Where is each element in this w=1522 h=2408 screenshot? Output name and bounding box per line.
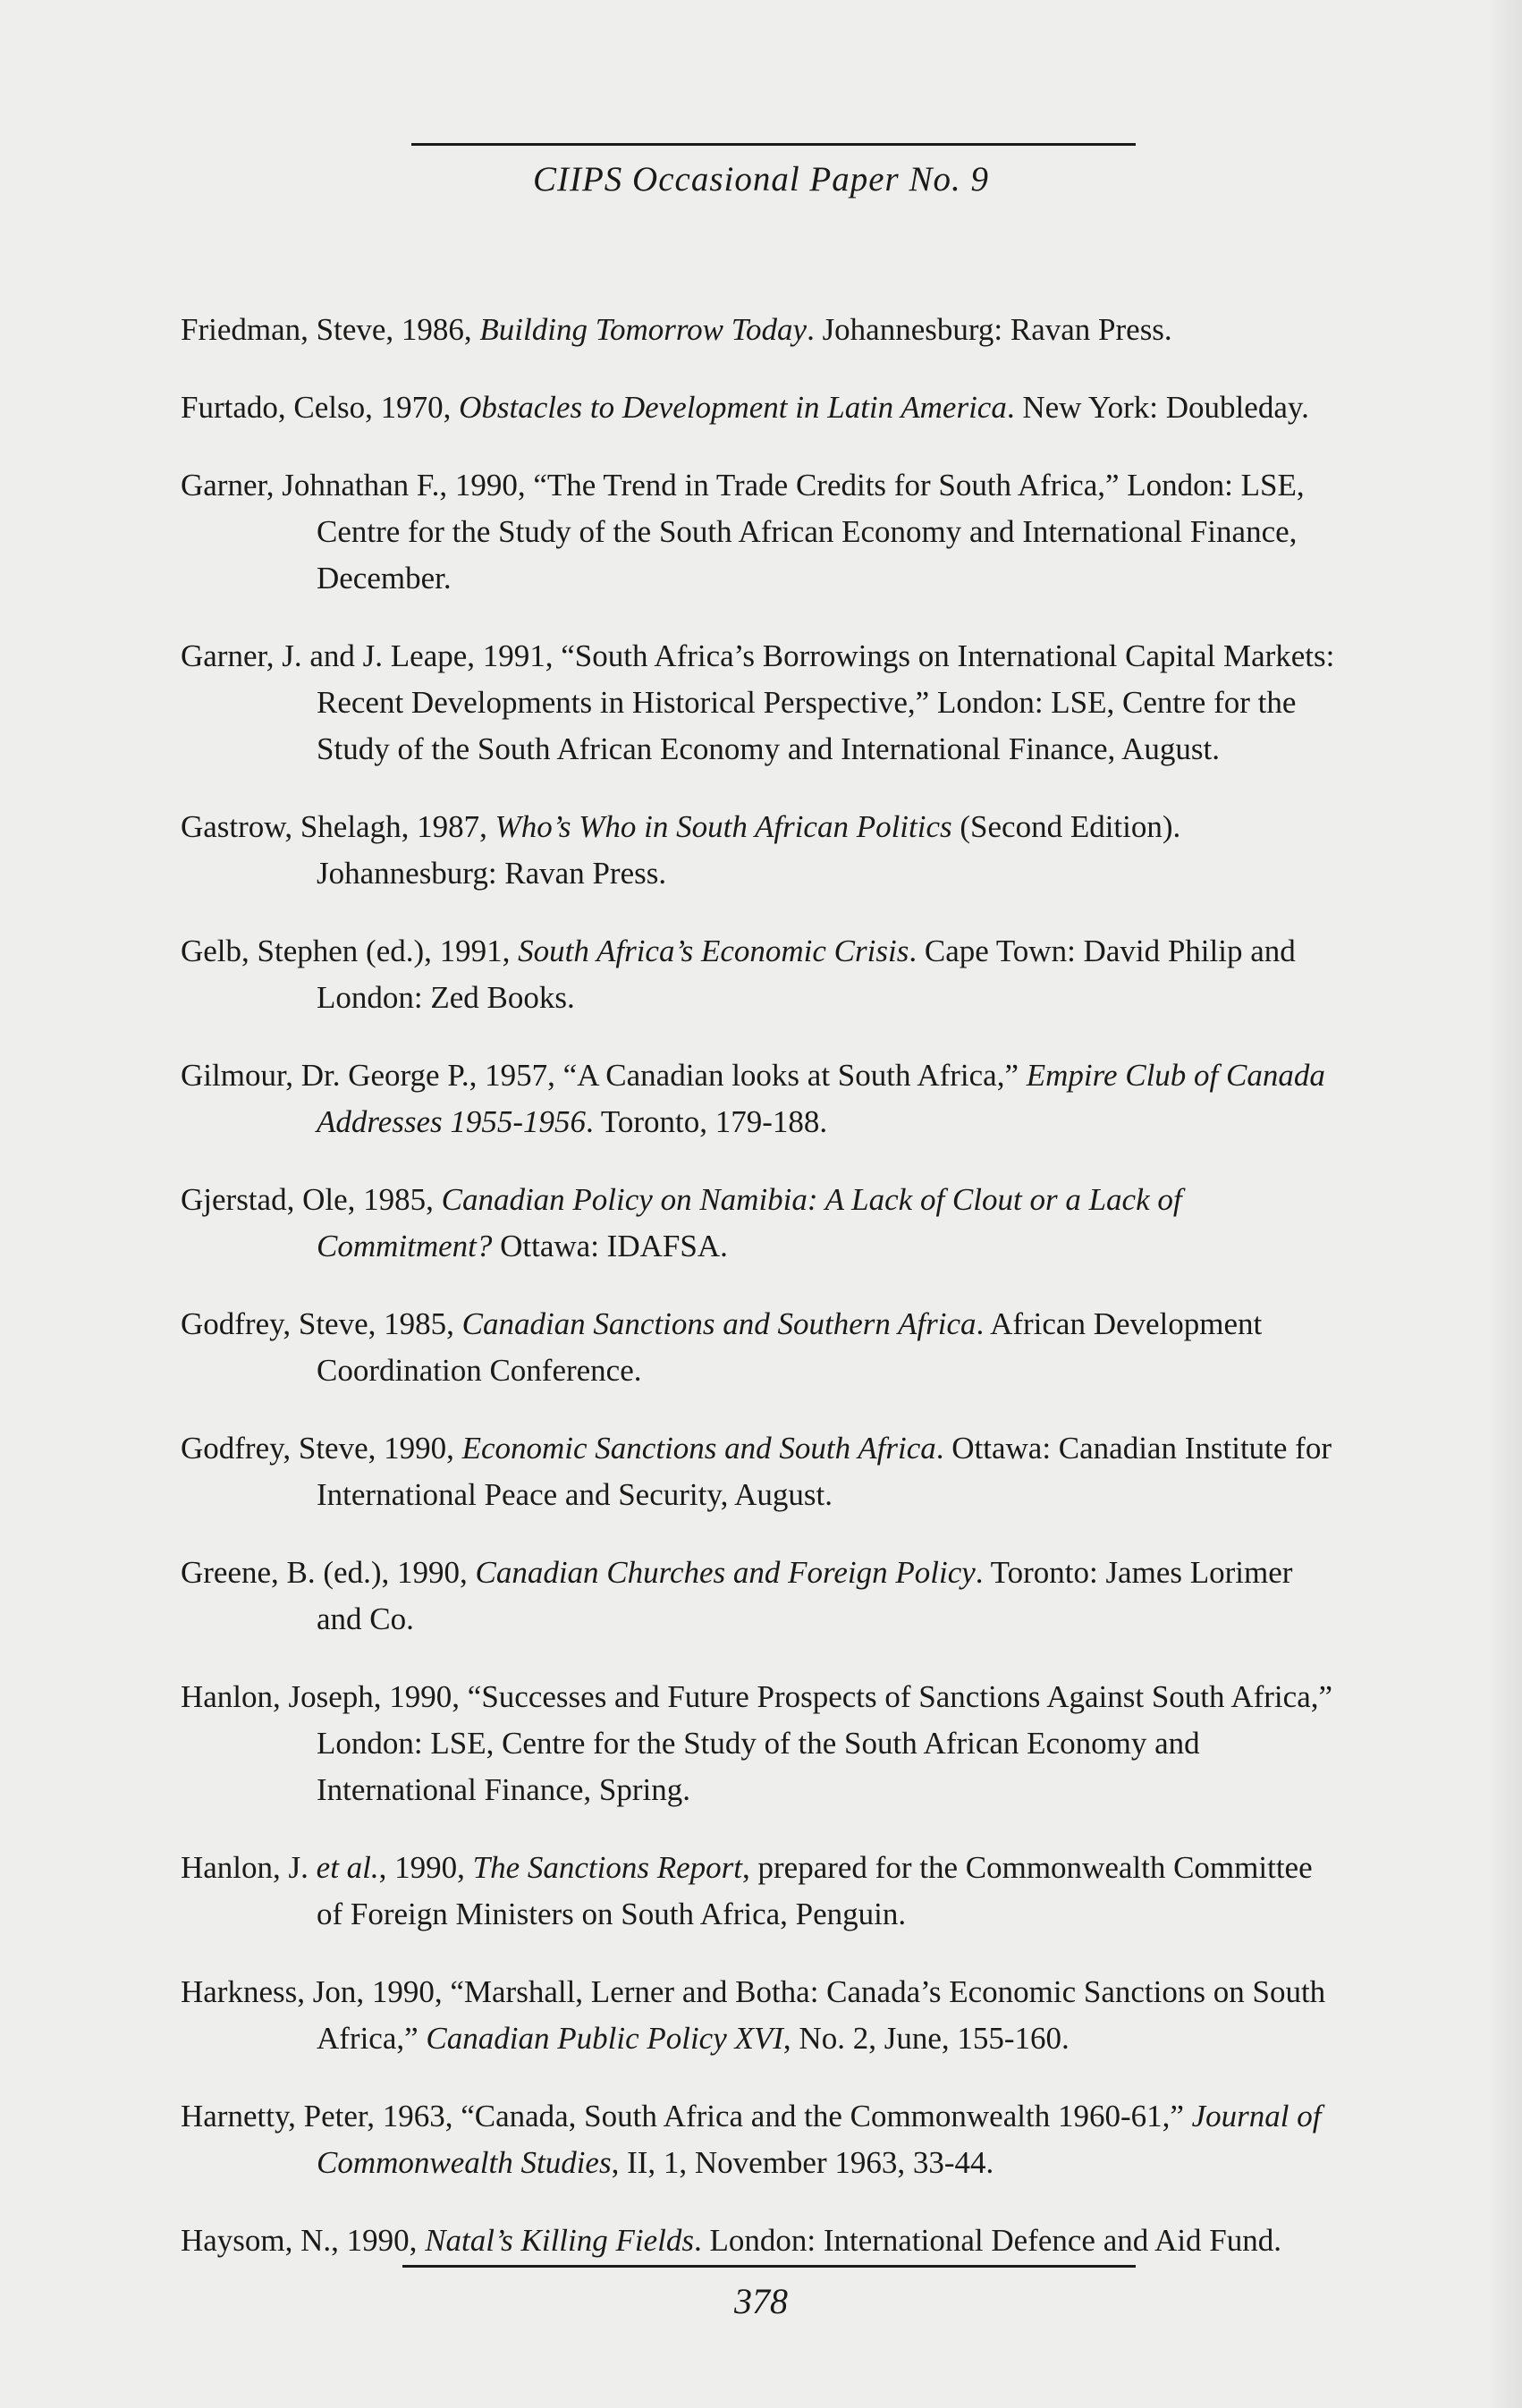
bibliography-entry: Haysom, N., 1990, Natal’s Killing Fields. London: International Defence and Aid Fund. [181, 2223, 1282, 2258]
bibliography-entry: Gastrow, Shelagh, 1987, Who’s Who in South African Politics (Second Edition). Johannesburg: Ravan Press. [181, 809, 1181, 891]
page-edge-shadow [1486, 0, 1522, 2408]
bibliography-entry: Godfrey, Steve, 1990, Economic Sanctions and South Africa. Ottawa: Canadian Institute for International Peace and Security, August. [181, 1431, 1332, 1512]
page-number: 378 [734, 2281, 788, 2321]
bibliography-entry: Greene, B. (ed.), 1990, Canadian Churches and Foreign Policy. Toronto: James Lorimer and Co. [181, 1555, 1293, 1636]
bibliography-entry: Friedman, Steve, 1986, Building Tomorrow Today. Johannesburg: Ravan Press. [181, 312, 1172, 347]
bibliography-entry: Garner, Johnathan F., 1990, “The Trend in Trade Credits for South Africa,” London: LSE, Centre for the Study of the South African Economy and International Finance, December. [181, 468, 1305, 596]
bibliography-entry: Furtado, Celso, 1970, Obstacles to Development in Latin America. New York: Doubleday. [181, 390, 1309, 425]
bibliography-entry: Gjerstad, Ole, 1985, Canadian Policy on Namibia: A Lack of Clout or a Lack of Commitment? Ottawa: IDAFSA. [181, 1182, 1182, 1263]
bibliography-entry: Harkness, Jon, 1990, “Marshall, Lerner and Botha: Canada’s Economic Sanctions on South Africa,” Canadian Public Policy XVI, No. 2, June, 155-160. [181, 1974, 1326, 2056]
footer-rule [402, 2265, 1136, 2268]
bibliography-entry: Hanlon, Joseph, 1990, “Successes and Future Prospects of Sanctions Against South Africa,” London: LSE, Centre for the Study of the South African Economy and International Finance, Spring. [181, 1679, 1333, 1807]
bibliography-entry: Hanlon, J. et al., 1990, The Sanctions Report, prepared for the Commonwealth Committee of Foreign Ministers on South Africa, Penguin. [181, 1850, 1313, 1931]
bibliography-list [181, 275, 1343, 2286]
bibliography-entry: Godfrey, Steve, 1985, Canadian Sanctions and Southern Africa. African Development Coordination Conference. [181, 1306, 1263, 1388]
header-rule [411, 143, 1136, 146]
bibliography-entry: Gelb, Stephen (ed.), 1991, South Africa’s Economic Crisis. Cape Town: David Philip and London: Zed Books. [181, 934, 1296, 1015]
bibliography-entry: Garner, J. and J. Leape, 1991, “South Africa’s Borrowings on International Capital Markets: Recent Developments in Historical Perspective,” London: LSE, Centre for the Study of the South African Economy and International Finance, August. [181, 638, 1335, 766]
bibliography-entry: Harnetty, Peter, 1963, “Canada, South Africa and the Commonwealth 1960-61,” Journal of Commonwealth Studies, II, 1, November 1963, 33-44. [181, 2099, 1322, 2180]
bibliography-entry: Gilmour, Dr. George P., 1957, “A Canadian looks at South Africa,” Empire Club of Canada Addresses 1955-1956. Toronto, 179-188. [181, 1058, 1325, 1139]
running-head: CIIPS Occasional Paper No. 9 [532, 160, 989, 199]
